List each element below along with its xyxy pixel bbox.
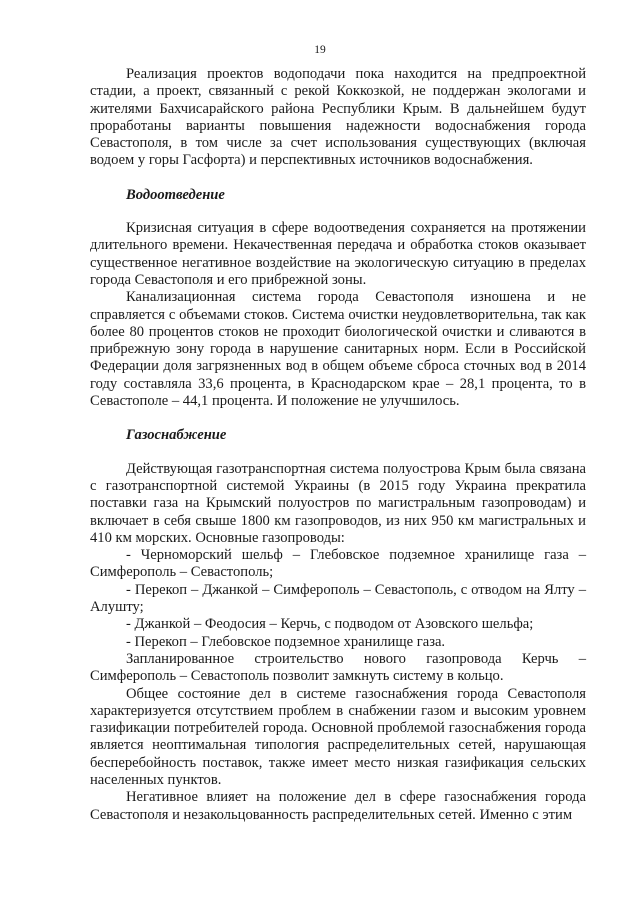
section-heading-wastewater: Водоотведение <box>126 186 225 203</box>
wastewater-paragraph: Кризисная ситуация в сфере водоотведения сохраняется на протяжении длительного времени. Некачественная передача и обработка стоков оказывает существенное негативное воздействие на экологическую ситуацию в пределах города Севастополя и его прибрежной зоны. <box>90 220 586 288</box>
gas-paragraph: Запланированное строительство нового газопровода Керчь – Симферополь – Севастополь позволит замкнуть систему в кольцо. <box>90 650 586 685</box>
spacer <box>90 410 586 427</box>
gas-paragraph: Негативное влияет на положение дел в сфере газоснабжения города Севастополя и незакольцованность распределительных сетей. Именно с этим <box>90 789 586 823</box>
wastewater-paragraph: Канализационная система города Севастополя изношена и не справляется с объемами стоков. Система очистки неудовлетворительна, так как более 80 процентов стоков не проходит биологической очистки и сливаются в прибрежную зону города в нарушение санитарных норм. Если в Российской Федерации доля загрязненных вод в общем объеме сброса сточных вод в 2014 году составляла 33,6 процента, в Краснодарском крае – 28,1 процента, то в Севастополе – 44,1 процента. И положение не улучшилось. <box>90 289 586 410</box>
pipeline-list-item: - Джанкой – Феодосия – Керчь, с подводом от Азовского шельфа; <box>126 616 534 633</box>
document-body <box>90 66 586 824</box>
pipeline-list-item: - Черноморский шельф – Глебовское подземное хранилище газа – Симферополь – Севастополь; <box>90 547 586 581</box>
pipeline-list-item: - Перекоп – Джанкой – Симферополь – Севастополь, с отводом на Ялту – Алушту; <box>90 581 586 616</box>
intro-paragraph: Реализация проектов водоподачи пока находится на предпроектной стадии, а проект, связанный с рекой Коккозкой, не поддержан экологами и жителями Бахчисарайского района Республики Крым. В дальнейшем будут проработаны варианты повышения надежности водоснабжения города Севастополя, в том числе за счет использования существующих (включая водоем у горы Гасфорта) и перспективных источников водоснабжения. <box>90 66 586 169</box>
pipeline-list-item: - Перекоп – Глебовское подземное хранилище газа. <box>126 633 446 650</box>
spacer <box>90 445 586 461</box>
spacer <box>90 170 586 187</box>
spacer <box>90 204 586 220</box>
gas-paragraph: Действующая газотранспортная система полуострова Крым была связана с газотранспортной системой Украины (в 2015 году Украина прекратила поставки газа на Крымский полуостров по магистральным газопроводам) и включает в себя свыше 1800 км газопроводов, из них 950 км магистральных и 410 км морских. Основные газопроводы: <box>90 460 586 546</box>
section-heading-gas: Газоснабжение <box>126 427 227 444</box>
gas-paragraph: Общее состояние дел в системе газоснабжения города Севастополя характеризуется отсутствием проблем в снабжении газом и высоким уровнем газификации потребителей города. Основной проблемой газоснабжения города является неоптимальная типология распределительных сетей, нарушающая бесперебойность поставок, также имеет место низкая газификация сельских населенных пунктов. <box>90 685 586 788</box>
page-number: 19 <box>314 44 326 56</box>
